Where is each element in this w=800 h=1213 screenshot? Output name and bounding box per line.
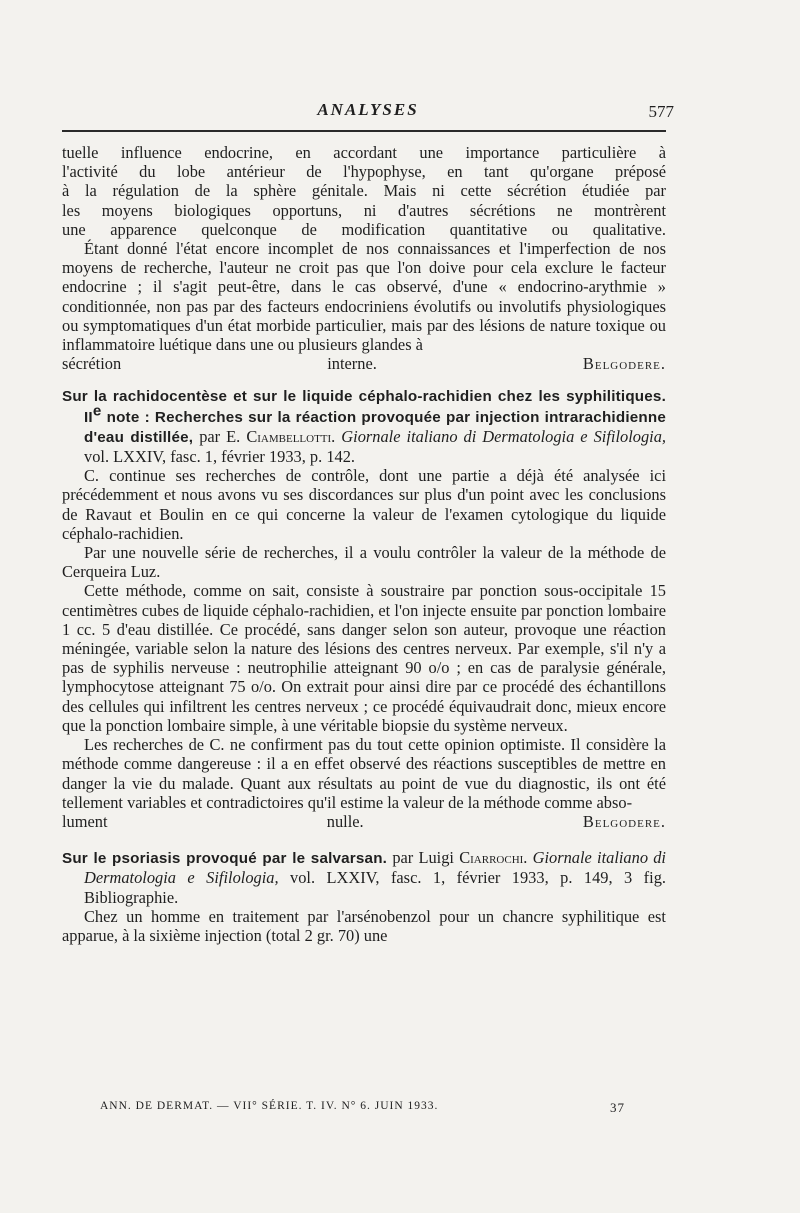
citation-ref: vol. LXXIV, fasc. 1, février 1933, p. 142. (84, 447, 355, 467)
article-heading (62, 848, 666, 907)
paragraph: C. continue ses recherches de contrôle, dont une partie a déjà été analysée ici précédemment et nous avons vu ses discordances sur plus d'un point avec les conclusions de Ravaut et Boulin en ce qui concerne la valeur de l'examen cytologique du liquide céphalo-rachidien. (62, 466, 666, 543)
journal-footer: ANN. DE DERMAT. — VII° SÉRIE. T. IV. N° 6. JUIN 1933. (100, 1100, 439, 1112)
running-title: ANALYSES (317, 100, 419, 119)
signature-line (62, 354, 666, 373)
byline: par E. (193, 426, 247, 446)
citation-ref: vol. LXXIV, fasc. 1, février 1933, p. 149, 3 fig. Bibliographie. (84, 868, 666, 907)
paragraph-end: lument nulle. (62, 811, 364, 831)
para1-line: une apparence quelconque de modification quantitative ou qualitative. (62, 219, 666, 239)
para1-line: les moyens biologiques opportuns, ni d'autres sécrétions ne montrèrent (62, 200, 666, 220)
paragraph: Chez un homme en traitement par l'arsénobenzol pour un chancre syphilitique est apparue, à la sixième injection (total 2 gr. 70) une (62, 906, 666, 945)
para1-line: à la régulation de la sphère génitale. Mais ni cette sécrétion étudiée par (62, 181, 666, 201)
paragraph: Étant donné l'état encore incomplet de nos connaissances et l'imperfection de nos moyens de recherche, l'auteur ne croit pas que l'on doive pour cela exclure le facteur endocrine ; il s'agit peut-être, dans le cas observé, d'une « endocrino-arythmie » conditionnée, non pas par des facteurs endocriniens évolutifs ou involutifs physiologiques ou symptomatiques d'un état morbide particulier, mais par des lésions de nature toxique ou inflammatoire luétique dans une ou plusieurs glandes à (62, 239, 666, 355)
signature-mark: 37 (610, 1100, 625, 1115)
article-title: Sur le psoriasis provoqué par le salvarsan. (62, 850, 388, 868)
para1-line: tuelle influence endocrine, en accordant une importance particulière à (62, 143, 666, 162)
article-heading (62, 386, 666, 466)
paragraph-end: sécrétion interne. (62, 354, 377, 374)
paragraph: Les recherches de C. ne confirment pas du tout cette opinion optimiste. Il considère la méthode comme dangereuse : il a en effet observé des réactions susceptibles de mettre en danger la vie du malade. Quant aux résultats au point de vue du diagnostic, ils ont été tellement variables et contradictoires qu'il estime la valeur de la méthode comme abso- (62, 735, 666, 812)
journal-name: Giornale italiano di Dermatologia e Sifilologia, (84, 848, 666, 888)
author-name: Ciambellotti. (246, 426, 336, 446)
article-title-cont: note : Recherches sur la réaction provoquée par injection intrarachidienne d'eau distillée, (84, 408, 666, 446)
running-head (62, 100, 674, 122)
article-title: Sur la rachidocentèse et sur le liquide céphalo-rachidien chez les syphilitiques. II (62, 388, 666, 426)
paragraph: Par une nouvelle série de recherches, il a voulu contrôler la valeur de la méthode de Cerqueira Luz. (62, 543, 666, 582)
signature: Belgodere. (582, 811, 666, 831)
page-number: 577 (648, 102, 674, 121)
byline: par Luigi (387, 848, 460, 868)
signature: Belgodere. (582, 354, 666, 374)
author-name: Ciarrochi. (459, 848, 528, 868)
ordinal-superscript: e (92, 402, 102, 420)
signature-line (62, 812, 666, 831)
header-rule (62, 130, 666, 132)
body-text (62, 143, 666, 945)
para1-line: l'activité du lobe antérieur de l'hypophyse, en tant qu'organe préposé (62, 162, 666, 182)
page-footer (100, 1100, 640, 1116)
paragraph: Cette méthode, comme on sait, consiste à soustraire par ponction sous-occipitale 15 centimètres cubes de liquide céphalo-rachidien, et l'on injecte ensuite par ponction lombaire 1 cc. 5 d'eau distillée. Ce procédé, sans danger selon son auteur, provoque une réaction méningée, variable selon la nature des lésions des centres nerveux. Par exemple, s'il n'y a pas de syphilis nerveuse : neutrophilie atteignant 90 o/o ; en cas de paralysie générale, lymphocytose atteignant 75 o/o. On extrait pour ainsi dire par ce procédé des échantillons des cellules qui infiltrent les centres nerveux ; ce procédé équivaudrait donc, mieux encore que la ponction lombaire simple, à une véritable biopsie du système nerveux. (62, 581, 666, 735)
journal-name: Giornale italiano di Dermatologia e Sifilologia, (335, 426, 666, 446)
